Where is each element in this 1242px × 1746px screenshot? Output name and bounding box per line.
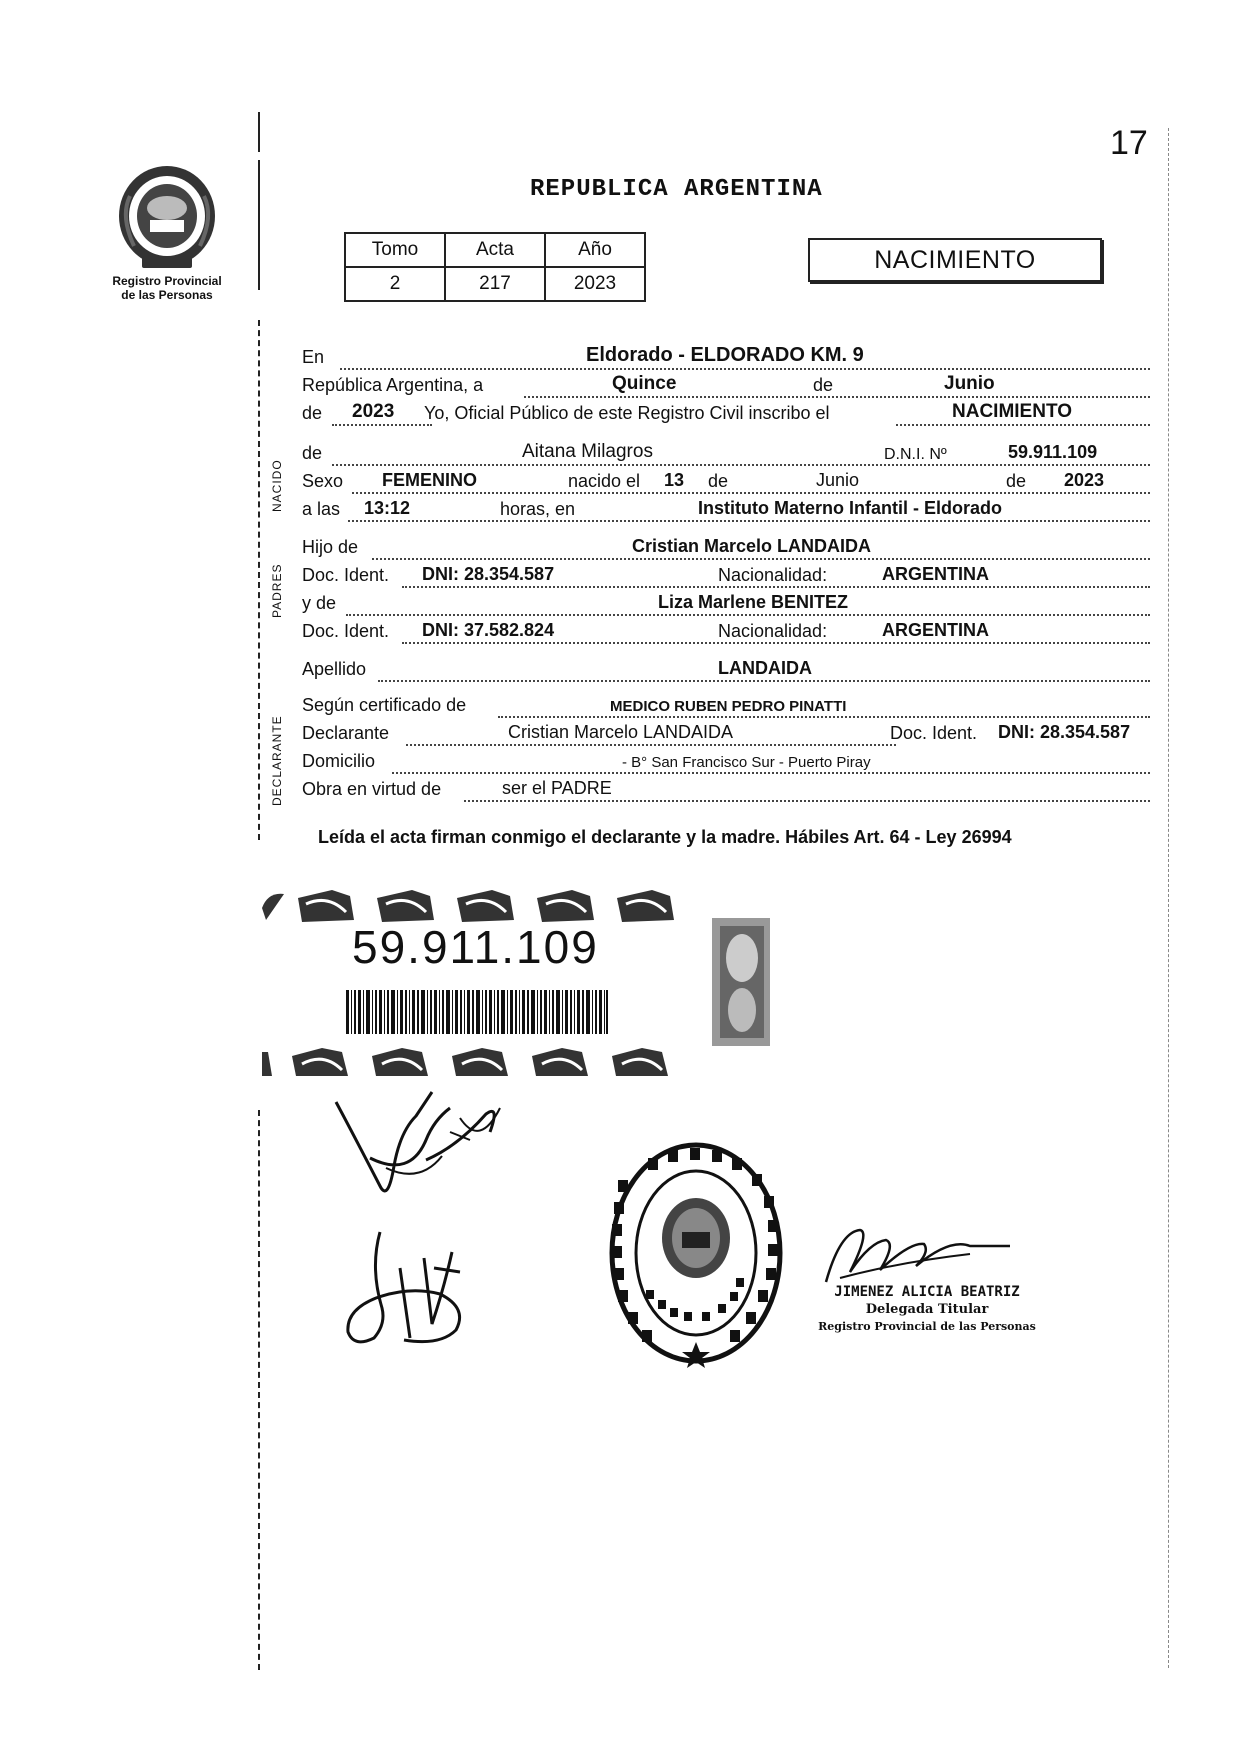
line-mother xyxy=(302,590,1150,616)
sticker-border-top xyxy=(262,890,707,924)
line-father-doc xyxy=(302,562,1150,588)
line-hijo xyxy=(302,534,1150,560)
section-label-nacido: NACIDO xyxy=(270,459,284,512)
address-value: - B° San Francisco Sur - Puerto Piray xyxy=(622,754,871,771)
closing-text: Leída el acta firman conmigo el declarante y la madre. Hábiles Art. 64 - Ley 26994 xyxy=(318,827,1012,847)
margin-rule xyxy=(258,320,260,840)
official-name xyxy=(812,1284,1042,1335)
line-en xyxy=(302,344,1150,370)
sexo-label: Sexo xyxy=(302,471,344,491)
province-seal-icon xyxy=(112,156,222,272)
father-nationality-value: ARGENTINA xyxy=(882,564,989,584)
mother-name-value: Liza Marlene BENITEZ xyxy=(658,592,849,612)
declarant-doc-value: DNI: 28.354.587 xyxy=(998,722,1131,742)
en-label: En xyxy=(302,347,325,367)
doc-label: Doc. Ident. xyxy=(890,723,978,743)
name-value: Aitana Milagros xyxy=(522,441,653,462)
domicilio-label: Domicilio xyxy=(302,751,376,771)
line-apellido xyxy=(302,656,1150,682)
line-time xyxy=(302,496,1150,522)
mother-doc-value: DNI: 37.582.824 xyxy=(422,620,555,640)
line-domicilio xyxy=(302,748,1150,774)
security-hologram-icon xyxy=(708,918,776,1048)
acta-header: Acta xyxy=(445,233,545,267)
de-label: de xyxy=(302,403,323,423)
sex-value: FEMENINO xyxy=(382,470,478,490)
margin-rule xyxy=(1168,128,1169,1668)
yde-label: y de xyxy=(302,593,337,613)
oficial-text: Yo, Oficial Público de este Registro Civil inscribo el xyxy=(424,403,830,423)
ano-value: 2023 xyxy=(545,267,645,301)
certificado-label: Según certificado de xyxy=(302,695,467,715)
a-las-label: a las xyxy=(302,499,341,519)
birth-year-value: 2023 xyxy=(1064,470,1105,490)
registry-logo xyxy=(108,156,226,302)
ano-header: Año xyxy=(545,233,645,267)
doc-label: Doc. Ident. xyxy=(302,621,390,641)
line-mother-doc xyxy=(302,618,1150,644)
sticker-border-bottom xyxy=(262,1042,707,1078)
dni-label: D.N.I. Nº xyxy=(884,446,947,463)
nacionalidad-label: Nacionalidad: xyxy=(714,621,831,642)
year-value: 2023 xyxy=(352,401,395,422)
de-label: de xyxy=(1002,471,1030,492)
page-number: 17 xyxy=(1110,124,1148,162)
acta-value: 217 xyxy=(445,267,545,301)
horas-label: horas, en xyxy=(496,499,579,520)
birth-day-value: 13 xyxy=(664,470,685,490)
logo-caption-line1: Registro Provincial xyxy=(112,274,222,288)
official-stamp xyxy=(606,1140,786,1370)
logo-caption-line2: de las Personas xyxy=(121,288,213,302)
apellido-label: Apellido xyxy=(302,659,367,679)
dni-label-number: 59.911.109 xyxy=(352,921,599,973)
day-words-value: Quince xyxy=(612,373,677,394)
section-label-padres: PADRES xyxy=(270,563,284,618)
official-signature-name: JIMENEZ ALICIA BEATRIZ xyxy=(834,1284,1020,1300)
line-name xyxy=(302,440,1150,466)
line-republica xyxy=(302,372,1150,398)
birth-place-value: Instituto Materno Infantil - Eldorado xyxy=(698,498,1002,518)
margin-rule xyxy=(258,1110,260,1670)
obra-label: Obra en virtud de xyxy=(302,779,442,799)
nacido-label: nacido el xyxy=(564,471,644,492)
mother-nationality-value: ARGENTINA xyxy=(882,620,989,640)
doc-label: Doc. Ident. xyxy=(302,565,390,585)
father-doc-value: DNI: 28.354.587 xyxy=(422,564,555,584)
margin-rule xyxy=(258,112,260,152)
barcode-icon xyxy=(346,990,608,1034)
declarant-signature xyxy=(330,1088,510,1208)
line-year xyxy=(302,400,1150,426)
surname-value: LANDAIDA xyxy=(718,658,812,678)
section-label-declarante: DECLARANTE xyxy=(270,715,284,806)
dni-value: 59.911.109 xyxy=(1008,442,1098,462)
declarante-label: Declarante xyxy=(302,723,390,743)
month-value: Junio xyxy=(944,373,995,394)
registry-table xyxy=(344,232,646,302)
de-label: de xyxy=(704,471,732,492)
mother-signature xyxy=(340,1228,470,1368)
dni-sticker xyxy=(262,890,707,1078)
page-title: REPUBLICA ARGENTINA xyxy=(530,176,823,203)
tomo-header: Tomo xyxy=(345,233,445,267)
nacionalidad-label: Nacionalidad: xyxy=(714,565,831,586)
document-type-box: NACIMIENTO xyxy=(808,238,1102,282)
place-value: Eldorado - ELDORADO KM. 9 xyxy=(586,344,864,366)
line-declarante xyxy=(302,720,1150,746)
margin-rule xyxy=(258,160,260,290)
line-certificado xyxy=(302,692,1150,718)
official-signature xyxy=(820,1222,1020,1292)
line-obra xyxy=(302,776,1150,802)
birth-month-value: Junio xyxy=(816,470,860,490)
line-sexo xyxy=(302,468,1150,494)
declarant-name-value: Cristian Marcelo LANDAIDA xyxy=(508,722,734,742)
capacity-value: ser el PADRE xyxy=(502,778,612,798)
de-label: de xyxy=(810,375,836,396)
official-title: Delegada Titular xyxy=(865,1302,989,1317)
tomo-value: 2 xyxy=(345,267,445,301)
de-label: de xyxy=(302,443,323,463)
father-name-value: Cristian Marcelo LANDAIDA xyxy=(632,536,872,556)
certificate-value: MEDICO RUBEN PEDRO PINATTI xyxy=(610,698,847,715)
birth-time-value: 13:12 xyxy=(364,498,411,518)
republica-label: República Argentina, a xyxy=(302,375,484,395)
act-type-value: NACIMIENTO xyxy=(952,401,1072,422)
hijo-label: Hijo de xyxy=(302,537,359,557)
official-registry: Registro Provincial de las Personas xyxy=(818,1320,1036,1333)
